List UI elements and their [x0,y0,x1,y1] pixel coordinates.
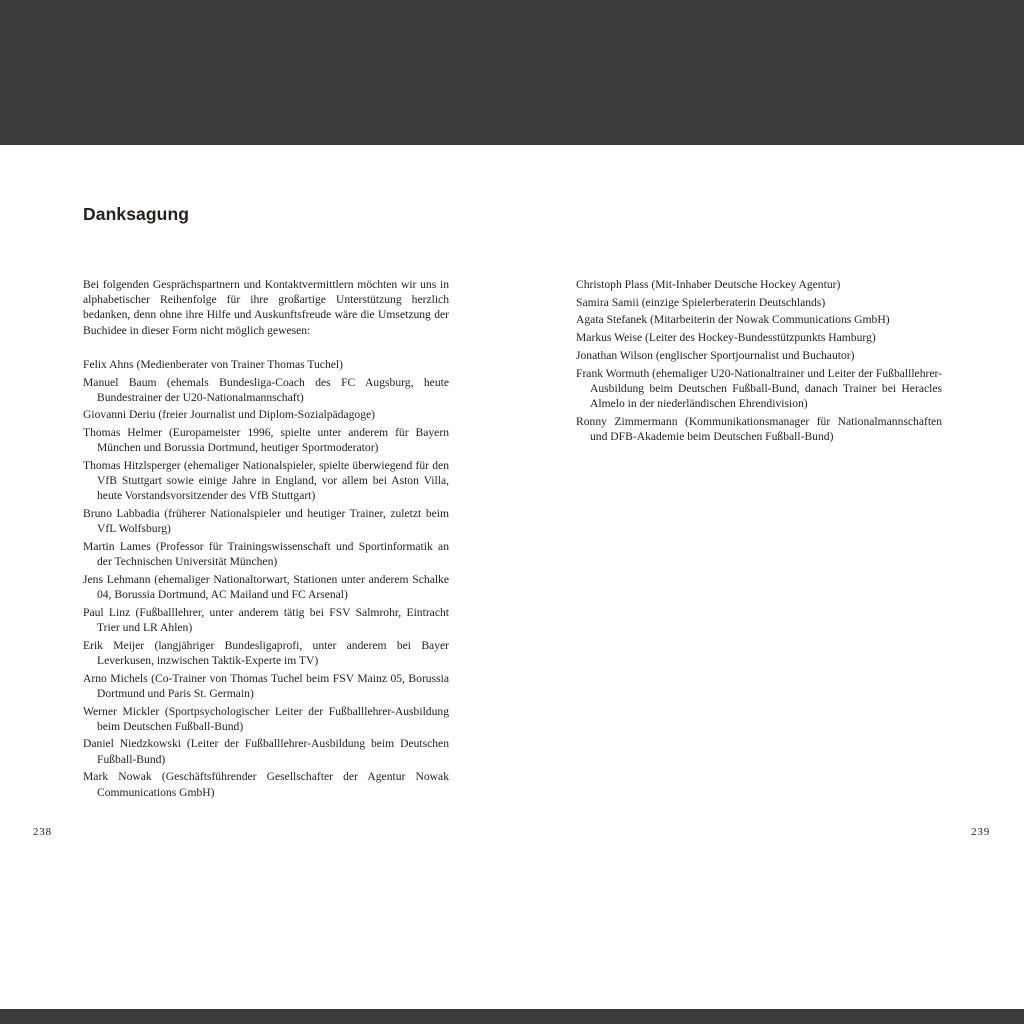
acknowledgment-entry: Felix Ahns (Medienberater von Trainer Thomas Tuchel) [83,357,343,371]
acknowledgment-entry: Martin Lames (Professor für Trainingswissenschaft und Sportinformatik an der Technischen Universität München) [83,540,449,569]
acknowledgment-entry: Jonathan Wilson (englischer Sportjournalist und Buchautor) [576,348,855,362]
acknowledgment-entry: Christoph Plass (Mit-Inhaber Deutsche Hockey Agentur) [576,278,841,291]
acknowledgment-entry: Agata Stefanek (Mitarbeiterin der Nowak Communications GmbH) [576,313,890,327]
acknowledgment-entry: Arno Michels (Co-Trainer von Thomas Tuchel beim FSV Mainz 05, Borussia Dortmund und Paris St. Germain) [83,671,449,700]
acknowledgment-entry: Samira Samii (einzige Spielerberaterin Deutschlands) [576,295,826,309]
page-right [576,277,942,447]
acknowledgment-entry: Ronny Zimmermann (Kommunikationsmanager für Nationalmannschaften und DFB-Akademie beim Deutschen Fußball-Bund) [576,414,942,443]
top-band [0,0,1024,145]
acknowledgment-entry: Giovanni Deriu (freier Journalist und Diplom-Sozialpädagoge) [83,408,376,422]
page-number-right: 239 [971,826,990,838]
acknowledgment-list-left [83,357,449,800]
acknowledgment-entry: Werner Mickler (Sportpsychologischer Leiter der Fußballlehrer-Ausbildung beim Deutschen Fußball-Bund) [83,704,449,733]
page-sheet [0,145,1024,1009]
acknowledgment-entry: Erik Meijer (langjähriger Bundesligaprofi, unter anderem bei Bayer Leverkusen, inzwischen Taktik-Experte im TV) [83,638,449,667]
acknowledgment-list-right [576,277,942,444]
acknowledgment-entry: Paul Linz (Fußballlehrer, unter anderem tätig bei FSV Salmrohr, Eintracht Trier und LR Ahlen) [83,605,449,635]
acknowledgment-entry: Bruno Labbadia (früherer Nationalspieler und heutiger Trainer, zuletzt beim VfL Wolfsburg) [83,507,449,536]
acknowledgment-entry: Frank Wormuth (ehemaliger U20-Nationaltrainer und Leiter der Fußballlehrer-Ausbildung beim Deutschen Fußball-Bund, danach Trainer bei Heracles Almelo in der niederländischen Ehrendivision) [576,366,942,410]
bottom-band [0,1009,1024,1024]
acknowledgment-entry: Markus Weise (Leiter des Hockey-Bundesstützpunkts Hamburg) [576,331,876,345]
chapter-heading: Danksagung [83,204,190,224]
acknowledgment-entry: Jens Lehmann (ehemaliger Nationaltorwart, Stationen unter anderem Schalke 04, Borussia Dortmund, AC Mailand und FC Arsenal) [83,572,449,602]
acknowledgment-entry: Thomas Hitzlsperger (ehemaliger Nationalspieler, spielte überwiegend für den VfB Stuttgart sowie einige Jahre in England, vor allem bei Aston Villa, heute Vorstandsvorsitzender des VfB Stuttgart) [83,459,449,503]
acknowledgment-entry: Mark Nowak (Geschäftsführender Gesellschafter der Agentur Nowak Communications GmbH) [83,770,449,799]
intro-paragraph: Bei folgenden Gesprächspartnern und Kontaktvermittlern möchten wir uns in alphabetischer Reihenfolge für ihre großartige Unterstützung herzlich bedanken, denn ohne ihre Hilfe und Auskunftsfreude wäre die Umsetzung der Buchidee in dieser Form nicht möglich gewesen: [83,278,449,337]
acknowledgment-entry: Thomas Helmer (Europameister 1996, spielte unter anderem für Bayern München und Borussia Dortmund, heutiger Sportmoderator) [83,426,449,455]
acknowledgment-entry: Daniel Niedzkowski (Leiter der Fußballlehrer-Ausbildung beim Deutschen Fußball-Bund) [83,737,449,766]
page-left [83,203,449,802]
page-number-left: 238 [33,826,52,838]
acknowledgment-entry: Manuel Baum (ehemals Bundesliga-Coach des FC Augsburg, heute Bundestrainer der U20-Nationalmannschaft) [83,375,449,404]
